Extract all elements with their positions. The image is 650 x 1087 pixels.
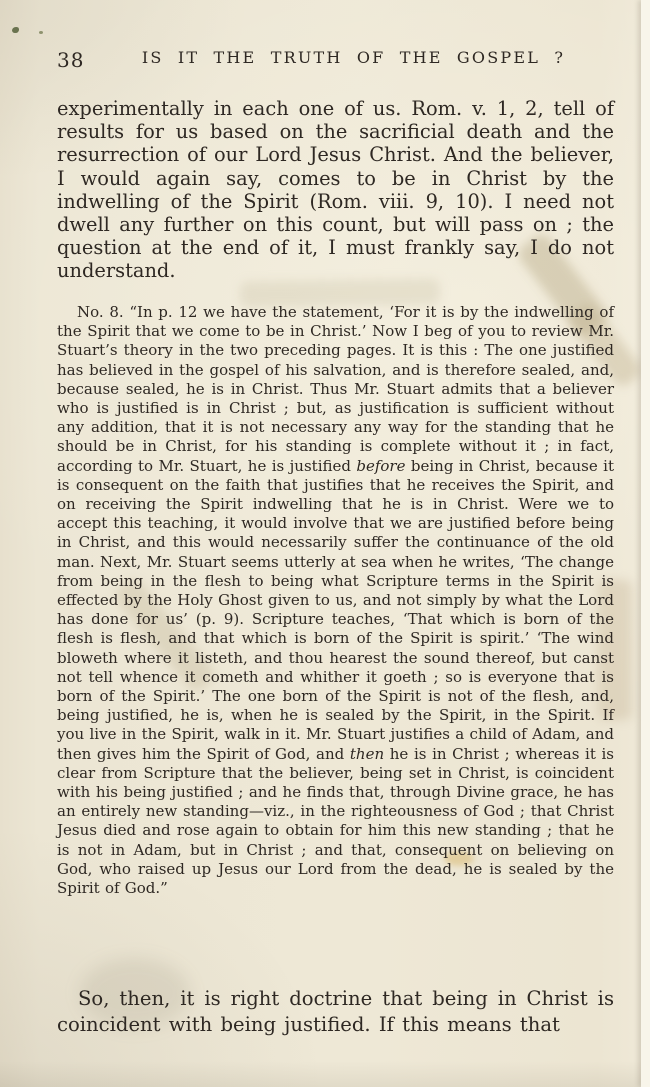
closing-paragraph: So, then, it is right doctrine that being in Christ is coincident with being justified. If this means that: [57, 987, 614, 1036]
quote-text-3: he is in Christ ; whereas it is clear from Scripture that the believer, being set in Christ, is coincident with his being justified ; and he finds that, through Divine grace, he has an entirely new standing—viz., in the righteousness of God ; that Christ Jesus died and rose again to obtain for him this new standing ; that he is not in Adam, but in Christ ; and that, consequent on believing on God, who raised up Jesus our Lord from the dead, he is sealed by the Spirit of God.”: [57, 744, 614, 898]
quoted-objection-paragraph: [57, 303, 614, 898]
intro-paragraph: experimentally in each one of us. Rom. v. 1, 2, tell of results for us based on the sacrificial death and the resurrection of our Lord Jesus Christ. And the believer, I would again say, comes to be in Christ by the indwelling of the Spirit (Rom. viii. 9, 10). I need not dwell any further on this count, but will pass on ; the question at the end of it, I must frankly say, I do not understand.: [57, 97, 614, 283]
running-title: IS IT THE TRUTH OF THE GOSPEL ?: [141, 48, 566, 67]
scan-edge-strip: [641, 0, 650, 1087]
page-bottom-shadow: [0, 1061, 650, 1087]
quote-text-1: No. 8. “In p. 12 we have the statement, ‘For it is by the indwelling of the Spirit that we come to be in Christ.’ Now I beg of you to review Mr. Stuart’s theory in the two preceding pages. It is this : The one justified has believed in the gospel of his salvation, and is therefore sealed, and, because sealed, he is in Christ. Thus Mr. Stuart admits that a believer who is justified is in Christ ; but, as justification is sufficient without any addition, that it is not necessary any way for the standing that he should be in Christ, for his standing is complete without it ; in fact, according to Mr. Stuart, he is justified: [57, 303, 614, 475]
quote-italic-before: before: [356, 456, 406, 475]
running-header: [57, 48, 614, 72]
page-number: 38: [57, 48, 85, 72]
quote-text-2: being in Christ, because it is consequent on the faith that justifies that he receives the Spirit, and on receiving the Spirit indwelling that he is in Christ. Were we to accept this teaching, it would involve that we are justified before being in Christ, and this would necessarily suffer the continuance of the old man. Next, Mr. Stuart seems utterly at sea when he writes, ‘The change from being in the flesh to being what Scripture terms in the Spirit is effected by the Holy Ghost given to us, and not simply by what the Lord has done for us’ (p. 9). Scripture teaches, ‘That which is born of the flesh is flesh, and that which is born of the Spirit is spirit.’ ‘The wind bloweth where it listeth, and thou hearest the sound thereof, but canst not tell whence it cometh and whither it goeth ; so is everyone that is born of the Spirit.’ The one born of the Spirit is not of the flesh, and, being justified, he is, when he is sealed by the Spirit, in the Spirit. If you live in the Spirit, walk in it. Mr. Stuart justifies a child of Adam, and then gives him the Spirit of God, and: [57, 456, 614, 763]
paper-speck: [39, 31, 43, 34]
paper-speck: [12, 27, 19, 33]
quote-italic-then: then: [349, 744, 385, 763]
